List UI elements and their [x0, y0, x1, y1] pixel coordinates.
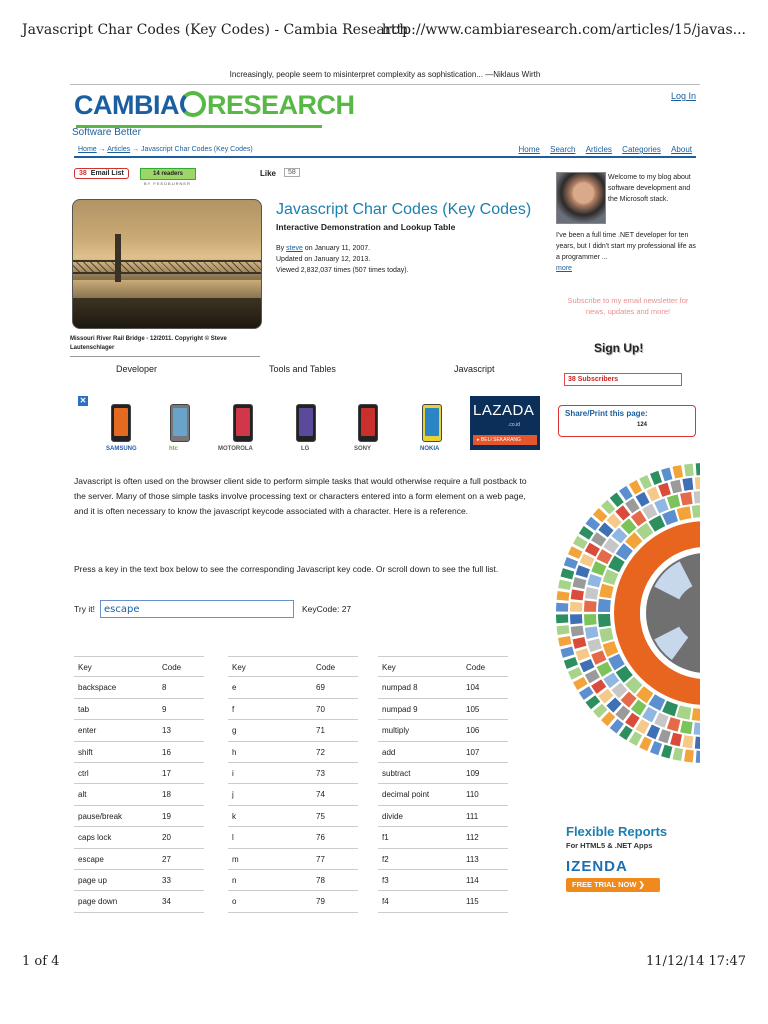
like-button[interactable]: Like [260, 169, 277, 178]
donut-segment [667, 494, 681, 508]
key-code-cell: 33 [162, 875, 171, 885]
subscriber-count: 38 Subscribers [564, 373, 682, 386]
author-link[interactable]: steve [286, 245, 303, 252]
key-name-cell: m [232, 854, 239, 864]
brand-sony: SONY [354, 446, 372, 452]
donut-segment [603, 569, 619, 585]
donut-segment [677, 506, 692, 520]
logo-text-cambia: CAMBIA [74, 90, 179, 120]
table-row [378, 870, 508, 891]
category-tabs [70, 364, 540, 376]
donut-segment [573, 577, 587, 589]
donut-segment [585, 669, 600, 683]
keycode-readout: KeyCode: 27 [302, 604, 352, 614]
key-code-cell: 73 [316, 768, 325, 778]
table-row [74, 806, 204, 827]
tab-developer[interactable]: Developer [116, 364, 158, 374]
logo-swirl-icon [180, 91, 206, 117]
donut-segment [694, 722, 700, 735]
tab-tools-and-tables[interactable]: Tools and Tables [269, 364, 336, 374]
table-row [228, 849, 358, 870]
logo-text-research: RESEARCH [207, 90, 355, 120]
donut-segment [576, 565, 590, 578]
byline-date: on January 11, 2007. [302, 245, 371, 252]
key-name-cell: j [232, 790, 234, 800]
ad-close-icon[interactable]: ✕ [79, 396, 87, 405]
donut-segment [585, 543, 600, 557]
donut-segment [557, 625, 570, 635]
key-code-cell: 78 [316, 875, 325, 885]
donut-segment [650, 741, 662, 755]
column-header-key: Key [232, 663, 246, 672]
key-code-cell: 70 [316, 704, 325, 714]
site-tagline: Software Better [72, 127, 141, 138]
key-code-cell: 9 [162, 704, 167, 714]
donut-segment [561, 647, 575, 658]
donut-segment [667, 717, 681, 731]
photo-tower [115, 234, 121, 282]
donut-segment [597, 549, 613, 564]
donut-segment [629, 480, 642, 495]
brand-lg: LG [301, 446, 310, 452]
donut-segment [571, 626, 584, 637]
lazada-buy-button[interactable]: ▸ BELI SEKARANG [473, 435, 537, 445]
donut-segment [636, 492, 650, 507]
donut-segment [580, 659, 595, 672]
key-code-cell: 112 [466, 833, 479, 843]
key-code-cell: 107 [466, 747, 480, 757]
key-name-cell: f [232, 704, 235, 714]
web-page [70, 60, 700, 920]
donut-segment [696, 751, 700, 763]
table-row [74, 849, 204, 870]
pdf-header [22, 22, 746, 42]
share-count: 124 [637, 422, 648, 428]
izenda-free-trial-button[interactable]: FREE TRIAL NOW ❯ [566, 878, 660, 892]
table-row [74, 742, 204, 763]
key-code-cell: 8 [162, 683, 167, 693]
donut-segment [570, 614, 582, 624]
key-code-cell: 16 [162, 747, 171, 757]
key-name-cell: page up [78, 875, 107, 885]
table-row [74, 827, 204, 848]
photo-grass [73, 298, 262, 328]
donut-segment [603, 641, 619, 657]
table-row [378, 742, 508, 763]
page-title: Javascript Char Codes (Key Codes) [276, 201, 532, 218]
donut-segment [619, 486, 633, 501]
author-bio-text: I've been a full time .NET developer for ten years, but I didn't start my professional life as a programmer ... [556, 232, 696, 261]
key-name-cell: o [232, 897, 237, 907]
article-updated: Updated on January 12, 2013. [276, 256, 371, 263]
donut-segment [557, 591, 570, 601]
key-name-cell: pause/break [78, 811, 123, 821]
site-logo[interactable] [74, 90, 355, 126]
donut-segment [570, 602, 582, 612]
key-code-cell: 74 [316, 790, 325, 800]
key-code-cell: 110 [466, 790, 479, 800]
donut-segment [564, 557, 578, 569]
site-quote: Increasingly, people seem to misinterpret complexity as sophistication... —Niklaus Wirth [229, 70, 541, 79]
signup-button[interactable]: Sign Up! [594, 341, 644, 355]
donut-segment [558, 579, 571, 590]
donut-segment [599, 628, 613, 643]
photo-bridge [73, 260, 262, 274]
key-name-cell: f3 [382, 875, 389, 885]
pdf-page-title: Javascript Char Codes (Key Codes) - Cambia Research [22, 22, 409, 38]
key-name-cell: l [232, 833, 234, 843]
like-count: 58 [284, 168, 300, 177]
donut-segment [571, 589, 584, 600]
donut-segment [556, 603, 568, 612]
article-meta [276, 243, 409, 276]
key-name-cell: n [232, 875, 237, 885]
nav-categories[interactable]: Categories [622, 145, 661, 154]
key-name-cell: i [232, 768, 234, 778]
key-name-cell: f2 [382, 854, 389, 864]
donut-segment [568, 546, 582, 559]
email-list-button[interactable] [74, 168, 129, 179]
donut-segment [642, 707, 657, 723]
key-code-cell: 104 [466, 683, 480, 693]
key-name-cell: tab [78, 704, 90, 714]
lazada-domain: .co.id [508, 422, 520, 428]
table-header [228, 656, 358, 677]
donut-segment [670, 733, 682, 747]
table-row [378, 784, 508, 805]
key-code-cell: 71 [316, 726, 325, 736]
breadcrumb-articles[interactable]: Articles [107, 146, 131, 153]
key-code-cell: 111 [466, 811, 479, 821]
donut-segment [598, 599, 611, 612]
donut-segment [695, 477, 700, 489]
subscribe-note: Subscribe to my email newsletter for news, updates and more! [567, 296, 689, 316]
donut-segment [587, 639, 601, 653]
phone-image [111, 404, 131, 442]
donut-segment [661, 468, 672, 482]
author-bio [556, 230, 696, 274]
donut-segment [658, 483, 671, 497]
brand-motorola: MOTOROLA [218, 446, 253, 452]
phone-image [170, 404, 190, 442]
key-name-cell: enter [78, 726, 97, 736]
donut-segment [654, 713, 668, 728]
key-name-cell: page down [78, 897, 118, 907]
phone-ad-banner[interactable] [78, 392, 542, 454]
table-row [378, 699, 508, 720]
avatar [556, 172, 606, 224]
page-subtitle: Interactive Demonstration and Lookup Table [276, 222, 456, 232]
keycode-table [378, 656, 508, 913]
table-row [228, 870, 358, 891]
table-row [228, 763, 358, 784]
donut-segment [597, 662, 613, 677]
column-header-key: Key [382, 663, 396, 672]
donut-segment [619, 725, 633, 740]
key-code-cell: 106 [466, 726, 480, 736]
key-code-cell: 76 [316, 833, 325, 843]
brand-nokia: NOKIA [420, 446, 440, 452]
donut-segment [662, 510, 678, 526]
donut-segment [558, 636, 571, 647]
key-name-cell: f1 [382, 833, 389, 843]
donut-segment [662, 701, 678, 717]
key-name-cell: e [232, 683, 237, 693]
izenda-donut-graphic [556, 448, 700, 778]
key-name-cell: numpad 8 [382, 683, 418, 693]
key-code-cell: 19 [162, 811, 171, 821]
login-link[interactable]: Log In [670, 91, 696, 101]
table-row [378, 763, 508, 784]
table-header [74, 656, 204, 677]
share-print-title: Share/Print this page: [565, 409, 648, 418]
table-row [74, 870, 204, 891]
key-code-cell: 72 [316, 747, 325, 757]
table-row [74, 784, 204, 805]
table-header [378, 656, 508, 677]
donut-segment [672, 465, 683, 478]
donut-segment [587, 574, 601, 588]
key-code-cell: 17 [162, 768, 171, 778]
key-name-cell: alt [78, 790, 87, 800]
table-row [228, 891, 358, 912]
nav-bar [74, 144, 696, 158]
tab-javascript[interactable]: Javascript [454, 364, 495, 374]
breadcrumb-current: → Javascript Char Codes (Key Codes) [132, 146, 253, 153]
key-code-cell: 105 [466, 704, 480, 714]
table-row [378, 806, 508, 827]
key-code-cell: 79 [316, 897, 325, 907]
donut-segment [658, 729, 671, 743]
donut-segment [672, 748, 683, 761]
email-list-count: 38 [79, 170, 87, 177]
donut-segment [639, 737, 652, 751]
table-row [378, 677, 508, 698]
bio-more-link[interactable]: more [556, 265, 572, 272]
donut-segment [568, 667, 582, 680]
breadcrumb [78, 146, 253, 153]
donut-segment [680, 492, 693, 506]
donut-segment [591, 650, 606, 664]
lazada-ad[interactable] [470, 396, 540, 450]
donut-segment [692, 505, 700, 518]
share-row [74, 168, 374, 186]
donut-segment [696, 463, 700, 475]
brand-samsung: SAMSUNG [106, 446, 137, 452]
table-row [74, 763, 204, 784]
donut-segment [584, 614, 597, 625]
donut-segment [677, 705, 692, 719]
table-row [378, 849, 508, 870]
key-name-cell: subtract [382, 768, 411, 778]
sidebar [556, 172, 700, 912]
donut-segment [639, 475, 652, 489]
table-row [228, 827, 358, 848]
donut-segment [670, 480, 682, 494]
donut-segment [584, 601, 597, 612]
donut-segment [684, 464, 694, 477]
table-row [228, 677, 358, 698]
pdf-print-date: 11/12/14 17:47 [646, 954, 746, 969]
phone-image [296, 404, 316, 442]
byline-prefix: By [276, 245, 287, 252]
email-list-label: Email List [90, 170, 124, 177]
pdf-footer [22, 954, 746, 972]
key-name-cell: backspace [78, 683, 117, 693]
izenda-ad[interactable] [566, 824, 696, 904]
column-header-code: Code [162, 663, 182, 672]
donut-segment [573, 677, 588, 690]
donut-segment [642, 504, 657, 520]
article-byline [276, 243, 409, 254]
column-header-key: Key [78, 663, 92, 672]
donut-segment [682, 478, 693, 491]
key-code-cell: 113 [466, 854, 479, 864]
donut-segment [580, 554, 595, 567]
pdf-page-url[interactable]: http://www.cambiaresearch.com/articles/15/javas... [381, 22, 746, 38]
donut-segment [682, 735, 693, 748]
nav-about[interactable]: About [671, 145, 692, 154]
key-name-cell: shift [78, 747, 93, 757]
izenda-logo: IZENDA [566, 858, 628, 875]
feedburner-readers-badge[interactable]: 14 readers [140, 168, 196, 180]
donut-segment [684, 750, 694, 763]
key-name-cell: ctrl [78, 768, 89, 778]
photo-caption: Missouri River Rail Bridge - 12/2011. Copyright © Steve Lautenschlager [70, 336, 227, 351]
key-name-cell: numpad 9 [382, 704, 418, 714]
donut-segment [695, 737, 700, 749]
donut-segment [694, 491, 700, 504]
intro-paragraph: Javascript is often used on the browser client side to perform simple tasks that would otherwise require a full postback to the server. Many of those simple tasks involve processing text or characters entered into a form element on a web page, and it is often necessary to know the javascript keycode associated with a character. Here is a reference. [74, 476, 527, 516]
donut-segment [564, 657, 578, 669]
table-row [228, 742, 358, 763]
donut-segment [576, 648, 590, 661]
key-code-cell: 109 [466, 768, 480, 778]
column-header-code: Code [316, 663, 336, 672]
article-photo [72, 199, 262, 329]
donut-segment [661, 745, 672, 759]
table-row [74, 677, 204, 698]
key-name-cell: divide [382, 811, 403, 821]
donut-segment [573, 637, 587, 649]
key-code-cell: 77 [316, 854, 325, 864]
key-name-cell: f4 [382, 897, 389, 907]
key-code-cell: 115 [466, 897, 479, 907]
izenda-subline: For HTML5 & .NET Apps [566, 841, 653, 850]
breadcrumb-home[interactable]: Home [78, 146, 97, 153]
donut-segment [556, 614, 568, 623]
key-code-cell: 75 [316, 811, 325, 821]
key-name-cell: multiply [382, 726, 410, 736]
nav-articles[interactable]: Articles [585, 145, 612, 154]
table-row [378, 720, 508, 741]
phone-image [358, 404, 378, 442]
izenda-headline: Flexible Reports [566, 824, 668, 839]
feedburner-label: BY FEEDBURNER [144, 181, 191, 186]
lazada-logo: LAZADA [473, 402, 535, 419]
instructions-paragraph: Press a key in the text box below to see the corresponding Javascript key code. Or scroll down to see the full list. [74, 564, 499, 574]
author-bio-intro: Welcome to my blog about software development and the Microsoft stack. [608, 174, 691, 203]
donut-segment [692, 708, 700, 721]
nav-home[interactable]: Home [518, 145, 540, 154]
table-row [378, 827, 508, 848]
key-code-cell: 34 [162, 897, 171, 907]
key-code-cell: 114 [466, 875, 479, 885]
phone-image [233, 404, 253, 442]
table-row [74, 699, 204, 720]
key-code-cell: 27 [162, 854, 171, 864]
nav-search[interactable]: Search [550, 145, 576, 154]
tryit-label: Try it! [74, 604, 95, 614]
key-name-cell: caps lock [78, 833, 112, 843]
key-code-cell: 13 [162, 726, 171, 736]
key-name-cell: escape [78, 854, 104, 864]
key-name-cell: h [232, 747, 237, 757]
divider [70, 84, 700, 85]
pdf-page-number: 1 of 4 [22, 954, 60, 969]
donut-segment [579, 526, 594, 540]
donut-segment [599, 584, 613, 599]
donut-segment [650, 471, 662, 485]
table-row [74, 891, 204, 912]
donut-segment [585, 587, 599, 600]
column-header-code: Code [466, 663, 486, 672]
key-code-cell: 69 [316, 683, 325, 693]
table-row [228, 699, 358, 720]
donut-segment [647, 725, 660, 740]
donut-segment [573, 536, 588, 549]
donut-segment [647, 487, 660, 502]
table-row [74, 720, 204, 741]
tryit-input[interactable] [100, 600, 294, 618]
key-name-cell: g [232, 726, 237, 736]
keycode-table [228, 656, 358, 913]
tryit-row [74, 600, 544, 620]
table-row [228, 806, 358, 827]
share-print-box[interactable] [558, 405, 696, 437]
article-views: Viewed 2,832,037 times (507 times today). [276, 267, 409, 274]
key-name-cell: add [382, 747, 396, 757]
donut-segment [629, 731, 642, 746]
donut-segment [636, 719, 650, 734]
phone-image [422, 404, 442, 442]
donut-segment [579, 686, 594, 700]
key-code-cell: 18 [162, 790, 171, 800]
donut-segment [591, 561, 606, 575]
donut-segment [585, 626, 599, 639]
key-name-cell: decimal point [382, 790, 430, 800]
keycode-table [74, 656, 204, 913]
donut-segment [680, 720, 693, 734]
donut-segment [598, 614, 611, 627]
table-row [228, 720, 358, 741]
donut-segment [561, 568, 575, 579]
divider [70, 356, 260, 357]
table-row [228, 784, 358, 805]
main-nav [511, 145, 692, 154]
brand-htc: htc [169, 446, 178, 452]
breadcrumb-arrow: → [98, 146, 106, 153]
donut-segment [654, 498, 668, 513]
key-name-cell: k [232, 811, 236, 821]
table-row [378, 891, 508, 912]
key-code-cell: 20 [162, 833, 171, 843]
